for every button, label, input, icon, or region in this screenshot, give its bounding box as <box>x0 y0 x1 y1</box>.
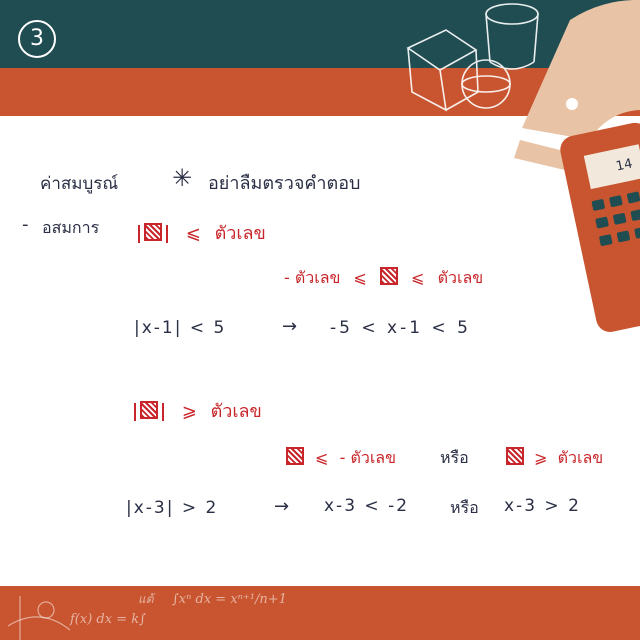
inequality-label: อสมการ <box>42 218 100 237</box>
footer-math-thai: แต้ <box>138 592 154 606</box>
abs-bar <box>166 225 168 243</box>
footer-math-integral: ∫xⁿ dx = xⁿ⁺¹/n+1 <box>172 592 287 607</box>
arrow-icon: → <box>282 316 298 337</box>
footer-band <box>0 586 640 640</box>
neg-number-word: - ตัวเลข <box>339 448 397 467</box>
placeholder-square-icon <box>286 447 304 465</box>
rule1-expansion <box>284 266 483 291</box>
bullet-dash: - <box>22 214 29 235</box>
example2-left: |x-3| > 2 <box>126 498 219 518</box>
less-equal-sign: ⩽ <box>315 448 329 467</box>
rule2-expansion <box>286 446 396 471</box>
footer-math-fx: f(x) dx = k∫ <box>70 612 146 627</box>
rule2-expansion-b <box>506 446 603 471</box>
abs-bar <box>134 403 136 421</box>
number-word: ตัวเลข <box>210 401 262 422</box>
example2-right-a: x-3 < -2 <box>324 496 410 516</box>
calculator-icon <box>558 120 640 334</box>
arrow-icon: → <box>274 496 290 517</box>
number-word: ตัวเลข <box>214 223 266 244</box>
less-equal-sign: ⩽ <box>411 268 425 287</box>
example1-left: |x-1| < 5 <box>134 318 227 338</box>
example2-right-b: x-3 > 2 <box>504 496 581 516</box>
abs-bar <box>162 403 164 421</box>
reminder-text: อย่าลืมตรวจคำตอบ <box>208 173 361 194</box>
greater-equal-sign: ⩾ <box>534 448 548 467</box>
page-number-badge: 3 <box>18 20 56 58</box>
number-word: ตัวเลข <box>557 448 604 467</box>
placeholder-square-icon <box>506 447 524 465</box>
heading-absolute-value: ค่าสมบูรณ์ <box>40 174 119 194</box>
cube-icon <box>408 30 476 70</box>
greater-equal-sign: ⩾ <box>181 401 197 422</box>
placeholder-square-icon <box>140 401 158 419</box>
rule1 <box>134 218 266 247</box>
star-icon: ✳ <box>172 164 193 192</box>
less-equal-sign: ⩽ <box>185 223 201 244</box>
neg-number-word: - ตัวเลข <box>284 268 341 287</box>
placeholder-square-icon <box>380 267 398 285</box>
rule2 <box>130 396 262 425</box>
less-equal-sign: ⩽ <box>353 268 367 287</box>
placeholder-square-icon <box>144 223 162 241</box>
abs-bar <box>138 225 140 243</box>
sphere-icon <box>462 60 510 108</box>
calculator-display: 14 <box>614 156 634 175</box>
example1-right: -5 < x-1 < 5 <box>330 318 471 338</box>
or-word: หรือ <box>440 448 469 467</box>
number-word: ตัวเลข <box>437 268 484 287</box>
or-word: หรือ <box>450 498 479 517</box>
cylinder-icon <box>486 4 538 24</box>
